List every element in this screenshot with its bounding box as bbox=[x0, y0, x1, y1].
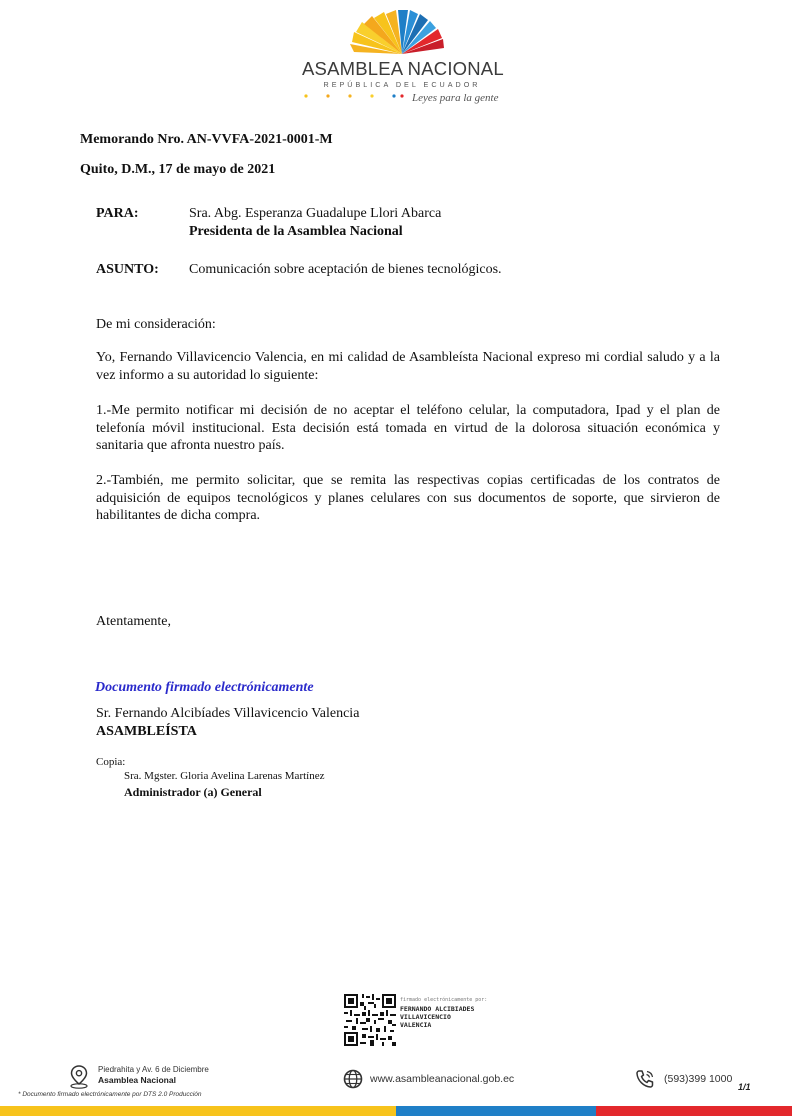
org-motto: Leyes para la gente bbox=[412, 92, 499, 104]
memo-number: Memorando Nro. AN-VVFA-2021-0001-M bbox=[80, 132, 333, 147]
to-name: Sra. Abg. Esperanza Guadalupe Llori Abarca bbox=[189, 206, 442, 221]
body-paragraph-2: 1.-Me permito notificar mi decisión de no aceptar el teléfono celular, la computadora, Ipad y el plan de telefonía móvil institucional. Esta decisión está tomada en virtud de la dolorosa situación económica y sanitaria que afronta nuestro país. bbox=[96, 403, 720, 453]
memo-date: Quito, D.M., 17 de mayo de 2021 bbox=[80, 162, 276, 177]
org-subtitle: REPÚBLICA DEL ECUADOR bbox=[323, 80, 481, 89]
body-paragraph-1: Yo, Fernando Villavicencio Valencia, en mi calidad de Asambleísta Nacional expreso mi cordial saludo y a la vez informo a su autoridad lo siguiente: bbox=[96, 350, 720, 383]
phone-icon bbox=[634, 1068, 656, 1090]
footer-color-bar-yellow bbox=[0, 1106, 396, 1116]
logo bbox=[290, 8, 510, 108]
signer-name: Sr. Fernando Alcibíades Villavicencio Valencia bbox=[96, 706, 360, 721]
copy-name: Sra. Mgster. Gloria Avelina Larenas Martínez bbox=[124, 770, 325, 782]
footer-footnote: * Documento firmado electrónicamente por DTS 2.0 Producción bbox=[18, 1091, 202, 1098]
esign-note: Documento firmado electrónicamente bbox=[95, 680, 314, 695]
to-label: PARA: bbox=[96, 206, 139, 221]
to-title: Presidenta de la Asamblea Nacional bbox=[189, 224, 403, 239]
copy-role: Administrador (a) General bbox=[124, 785, 262, 799]
footer-color-bar-red bbox=[596, 1106, 792, 1116]
footer-address: Piedrahita y Av. 6 de Diciembre bbox=[98, 1065, 209, 1074]
subject-label: ASUNTO: bbox=[96, 262, 159, 277]
footer-color-bar-blue bbox=[396, 1106, 596, 1116]
qr-code-icon bbox=[344, 994, 396, 1046]
location-pin-icon bbox=[68, 1065, 90, 1089]
body-paragraph-3: 2.-También, me permito solicitar, que se remita las respectivas copias certificadas de los contratos de adquisición de equipos tecnológicos y planes celulares con sus documentos de soporte, que sirvieron de habilitantes de dicha compra. bbox=[96, 473, 720, 523]
signature-stamp-note: firmado electrónicamente por: bbox=[400, 997, 488, 1003]
signer-role: ASAMBLEÍSTA bbox=[96, 724, 197, 739]
copy-label: Copia: bbox=[96, 756, 126, 768]
closing: Atentamente, bbox=[96, 614, 172, 629]
footer-address-org: Asamblea Nacional bbox=[98, 1075, 176, 1085]
signature-stamp-line: VALENCIA bbox=[400, 1021, 432, 1029]
footer-phone: (593)399 1000 bbox=[664, 1073, 733, 1085]
signature-stamp-line: VILLAVICENCIO bbox=[400, 1013, 451, 1021]
signature-stamp-line: FERNANDO ALCIBIADES bbox=[400, 1005, 475, 1013]
globe-icon bbox=[342, 1068, 364, 1090]
greeting: De mi consideración: bbox=[96, 317, 216, 332]
subject-text: Comunicación sobre aceptación de bienes tecnológicos. bbox=[189, 262, 502, 277]
page-number: 1/1 bbox=[738, 1082, 751, 1092]
footer-website-link[interactable]: www.asambleanacional.gob.ec bbox=[370, 1073, 515, 1085]
org-name: ASAMBLEA NACIONAL bbox=[302, 58, 504, 79]
